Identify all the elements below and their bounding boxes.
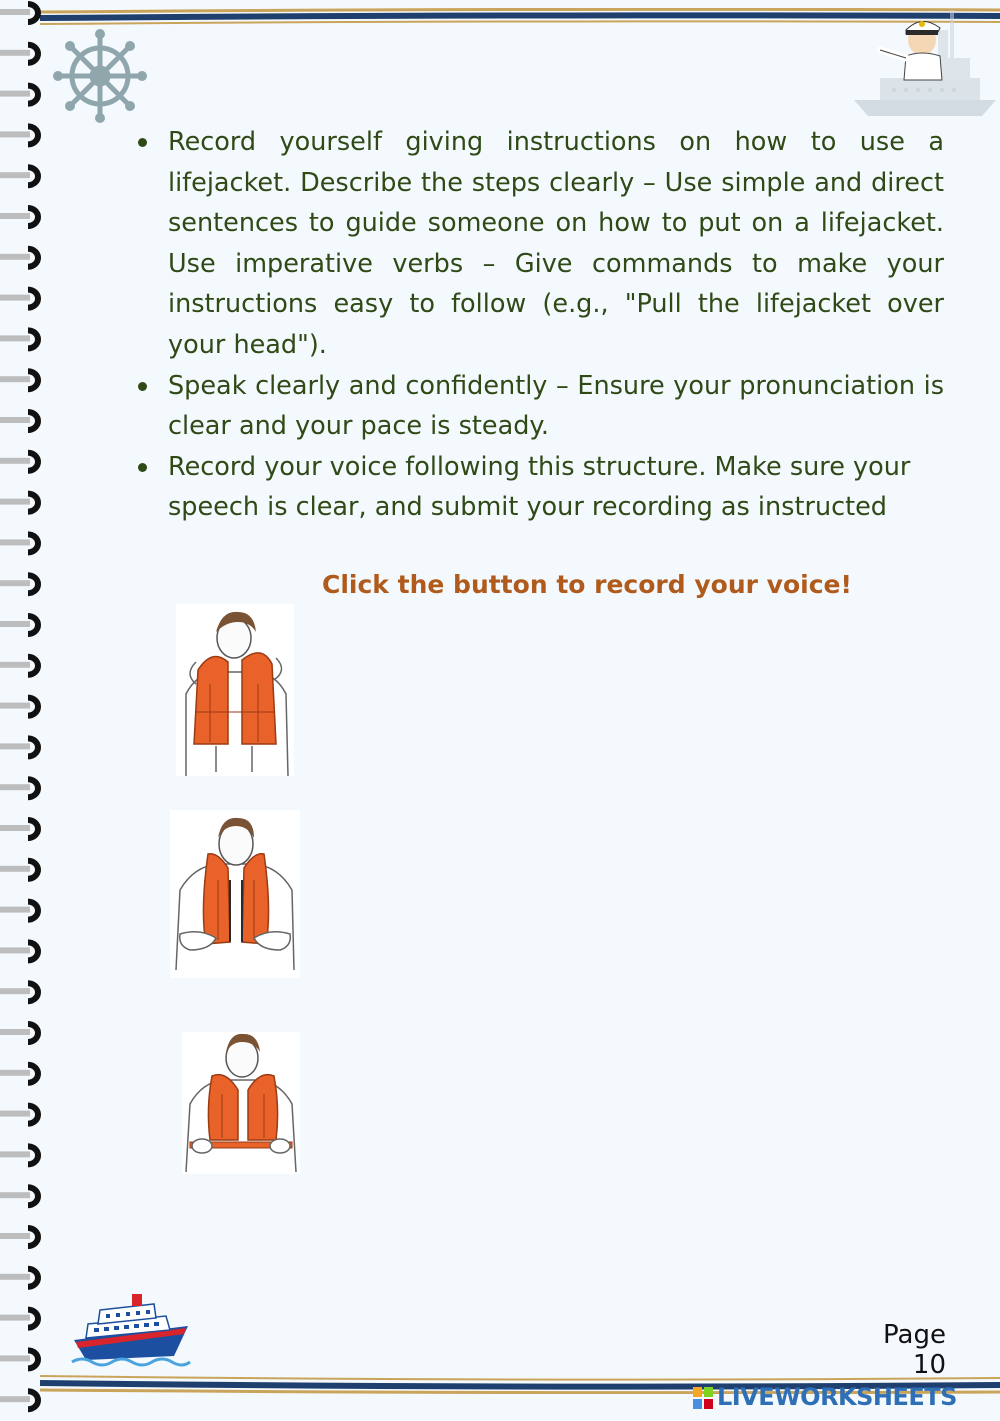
bullet-icon [138, 382, 147, 391]
spiral-ring [0, 1024, 38, 1042]
spiral-ring [0, 861, 38, 879]
spiral-ring [0, 1310, 38, 1328]
brand-name: LIVEWORKSHEETS [717, 1383, 957, 1411]
spiral-ring [0, 1391, 38, 1409]
spiral-ring [0, 167, 38, 185]
spiral-ring [0, 575, 38, 593]
lifejacket-step-1-illustration [176, 604, 294, 776]
lifejacket-step-3-illustration [182, 1032, 300, 1174]
bullet-icon [138, 138, 147, 147]
spiral-ring [0, 45, 38, 63]
spiral-ring [0, 371, 38, 389]
instruction-text: Record your voice following this structure. Make sure your speech is clear, and submit your recording as instructed [168, 451, 911, 523]
spiral-ring [0, 1350, 38, 1368]
bullet-icon [138, 463, 147, 472]
warship-with-captain-icon [850, 0, 1000, 120]
spiral-ring [0, 1146, 38, 1164]
spiral-ring [0, 1187, 38, 1205]
spiral-ring [0, 698, 38, 716]
spiral-ring [0, 208, 38, 226]
instruction-item [138, 447, 944, 528]
liveworksheets-logo[interactable] [693, 1383, 993, 1413]
lifejacket-step-2-illustration [170, 810, 300, 978]
spiral-ring [0, 86, 38, 104]
instruction-list [138, 122, 944, 528]
spiral-ring [0, 330, 38, 348]
spiral-ring [0, 983, 38, 1001]
spiral-binding [0, 0, 60, 1421]
spiral-ring [0, 1228, 38, 1246]
spiral-ring [0, 738, 38, 756]
instruction-item [138, 122, 944, 366]
spiral-ring [0, 4, 38, 22]
spiral-ring [0, 902, 38, 920]
spiral-ring [0, 494, 38, 512]
spiral-ring [0, 657, 38, 675]
page-number: Page 10 [883, 1320, 946, 1380]
instruction-text: Record yourself giving instructions on how to use a lifejacket. Describe the steps clearly – Use simple and direct sentences to guide someone on how to put on a lifejacket. Use imperative verbs – Give commands to make your instructions easy to follow (e.g., "Pull the lifejacket over your head"). [168, 127, 944, 360]
spiral-ring [0, 290, 38, 308]
record-voice-prompt[interactable]: Click the button to record your voice! [322, 570, 852, 599]
spiral-ring [0, 942, 38, 960]
spiral-ring [0, 534, 38, 552]
instruction-item [138, 366, 944, 447]
cruise-ship-icon [70, 1290, 192, 1368]
instruction-text: Speak clearly and confidently – Ensure your pronunciation is clear and your pace is steady. [168, 370, 944, 442]
spiral-ring [0, 412, 38, 430]
spiral-ring [0, 779, 38, 797]
spiral-ring [0, 1106, 38, 1124]
spiral-ring [0, 249, 38, 267]
spiral-ring [0, 820, 38, 838]
ship-wheel-icon [52, 28, 148, 124]
spiral-ring [0, 1065, 38, 1083]
logo-tiles-icon [693, 1387, 713, 1409]
spiral-ring [0, 126, 38, 144]
spiral-ring [0, 1269, 38, 1287]
spiral-ring [0, 453, 38, 471]
spiral-ring [0, 616, 38, 634]
